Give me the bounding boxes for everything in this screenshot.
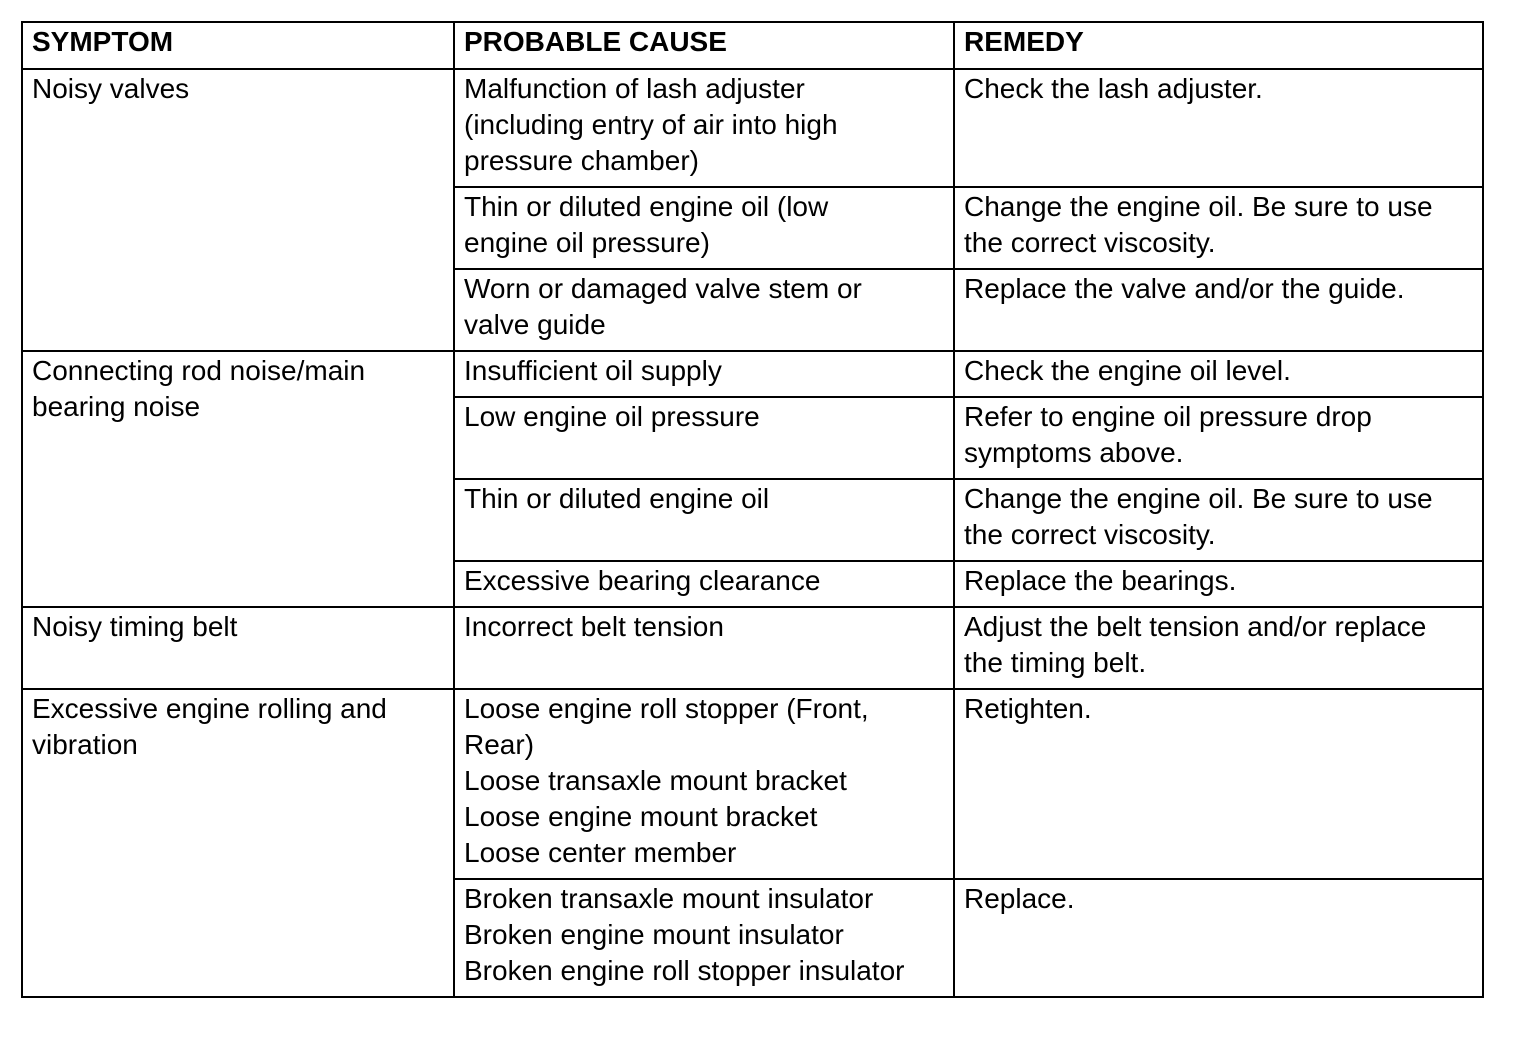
remedy-cell [954,689,1483,879]
remedy-text: Adjust the belt tension and/or replace [964,611,1427,642]
table-row [22,69,1483,187]
table-header [22,22,1483,69]
probable-cause-cell [454,269,954,351]
cause-text: Broken engine mount insulator [464,919,844,950]
symptom-cell [22,607,454,689]
remedy-text: Check the engine oil level. [964,355,1291,386]
remedy-cell [954,187,1483,269]
cause-text: Thin or diluted engine oil [464,483,770,514]
remedy-cell [954,269,1483,351]
remedy-text: Check the lash adjuster. [964,73,1263,104]
cause-text: Loose transaxle mount bracket [464,765,847,796]
probable-cause-cell [454,689,954,879]
symptom-text: Connecting rod noise/main [32,355,366,386]
symptom-text: Excessive engine rolling and [32,693,387,724]
cause-text: (including entry of air into high [464,109,838,140]
cause-text: valve guide [464,309,606,340]
header-symptom: SYMPTOM [22,22,454,69]
header-row [22,22,1483,69]
symptom-text: Noisy timing belt [32,611,238,642]
cause-text: engine oil pressure) [464,227,710,258]
cause-text: Broken engine roll stopper insulator [464,955,905,986]
remedy-text: the correct viscosity. [964,519,1216,550]
remedy-cell [954,879,1483,997]
header-remedy: REMEDY [954,22,1483,69]
remedy-text: Change the engine oil. Be sure to use [964,191,1433,222]
troubleshooting-table [21,21,1484,998]
symptom-cell [22,351,454,607]
remedy-cell [954,351,1483,397]
probable-cause-cell [454,187,954,269]
table-row [22,689,1483,879]
symptom-text: vibration [32,729,138,760]
table-body [22,69,1483,997]
probable-cause-cell [454,479,954,561]
probable-cause-cell [454,351,954,397]
remedy-cell [954,561,1483,607]
symptom-text: Noisy valves [32,73,190,104]
symptom-cell [22,689,454,997]
remedy-text: Replace. [964,883,1075,914]
table-row [22,351,1483,397]
table-row [22,607,1483,689]
remedy-text: Replace the bearings. [964,565,1237,596]
cause-text: Worn or damaged valve stem or [464,273,862,304]
remedy-cell [954,607,1483,689]
symptom-cell [22,69,454,351]
remedy-cell [954,69,1483,187]
cause-text: Excessive bearing clearance [464,565,821,596]
cause-text: Malfunction of lash adjuster [464,73,805,104]
cause-text: pressure chamber) [464,145,699,176]
cause-text: Thin or diluted engine oil (low [464,191,829,222]
symptom-text: bearing noise [32,391,201,422]
remedy-text: Retighten. [964,693,1092,724]
cause-text: Incorrect belt tension [464,611,724,642]
remedy-cell [954,479,1483,561]
header-probable-cause: PROBABLE CAUSE [454,22,954,69]
remedy-cell [954,397,1483,479]
remedy-text: symptoms above. [964,437,1184,468]
remedy-text: the correct viscosity. [964,227,1216,258]
cause-text: Broken transaxle mount insulator [464,883,874,914]
remedy-text: Refer to engine oil pressure drop [964,401,1372,432]
cause-text: Insufficient oil supply [464,355,722,386]
remedy-text: Change the engine oil. Be sure to use [964,483,1433,514]
remedy-text: the timing belt. [964,647,1147,678]
probable-cause-cell [454,69,954,187]
cause-text: Rear) [464,729,535,760]
cause-text: Loose center member [464,837,737,868]
probable-cause-cell [454,397,954,479]
cause-text: Loose engine mount bracket [464,801,818,832]
probable-cause-cell [454,607,954,689]
remedy-text: Replace the valve and/or the guide. [964,273,1405,304]
cause-text: Low engine oil pressure [464,401,760,432]
probable-cause-cell [454,561,954,607]
cause-text: Loose engine roll stopper (Front, [464,693,869,724]
probable-cause-cell [454,879,954,997]
